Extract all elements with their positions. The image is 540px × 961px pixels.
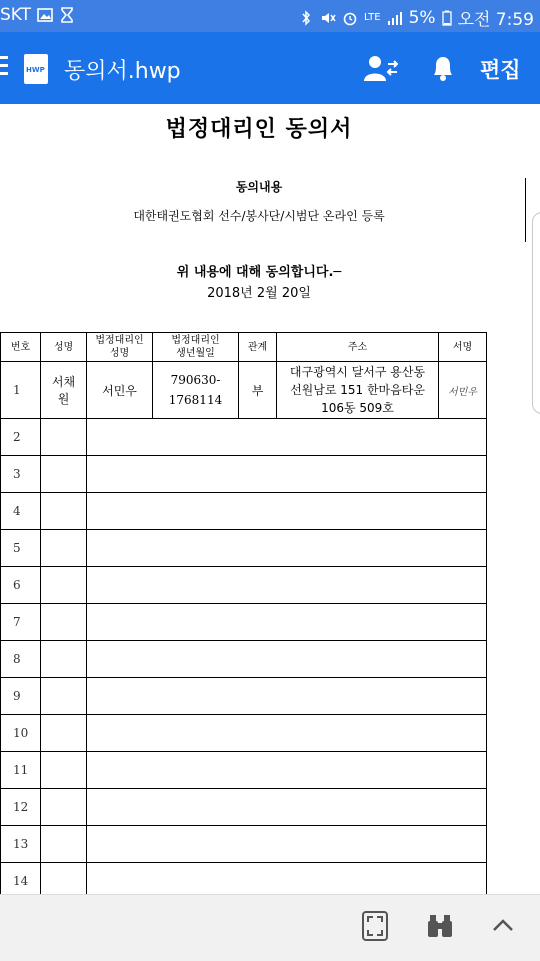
user-switch-icon[interactable]: [364, 54, 398, 82]
empty-cell: [41, 641, 87, 678]
network-label: LTE: [363, 12, 381, 23]
table-row: [1, 826, 487, 863]
bluetooth-icon: [298, 10, 314, 26]
document-title: 법정대리인 동의서: [165, 117, 353, 142]
rep-birthdate: 790630- 1768114: [153, 362, 239, 419]
side-handle[interactable]: [532, 212, 540, 414]
empty-cell: [87, 826, 487, 863]
table-row: [1, 715, 487, 752]
carrier-label: SKT: [0, 5, 32, 25]
header-number: 번호: [1, 333, 41, 362]
empty-cell: [41, 863, 87, 895]
table-row: [1, 641, 487, 678]
file-type-tag: HWP: [26, 66, 45, 74]
hwp-file-icon: [24, 54, 48, 84]
table-row: [1, 419, 487, 456]
table-row: [1, 789, 487, 826]
empty-cell: [87, 530, 487, 567]
row-number: 8: [1, 641, 41, 678]
page-divider: [525, 178, 526, 242]
empty-cell: [87, 456, 487, 493]
consent-body: 대한태권도협회 선수/봉사단/시범단 온라인 등록: [133, 209, 385, 223]
row-number: 1: [1, 362, 41, 419]
address: 대구광역시 달서구 용산동 선원남로 151 한마음타운 106동 509호: [277, 362, 439, 419]
signal-icon: [387, 10, 403, 26]
header-rep-name: 법정대리인 성명: [87, 333, 153, 362]
row-number: 10: [1, 715, 41, 752]
table-row: [1, 493, 487, 530]
menu-icon[interactable]: [0, 56, 8, 78]
header-relation: 관계: [239, 333, 277, 362]
battery-icon: [442, 10, 452, 26]
header-address: 주소: [277, 333, 439, 362]
bell-icon[interactable]: [430, 54, 456, 82]
alarm-icon: [342, 10, 358, 26]
row-number: 3: [1, 456, 41, 493]
row-number: 13: [1, 826, 41, 863]
gallery-icon: [37, 7, 53, 23]
clock-label: 오전 7:59: [457, 10, 534, 30]
battery-label: 5%: [408, 7, 436, 28]
empty-cell: [87, 715, 487, 752]
rep-name: 서민우: [87, 362, 153, 419]
table-row: [1, 456, 487, 493]
row-number: 14: [1, 863, 41, 895]
empty-cell: [41, 715, 87, 752]
date-line: 2018년 2월 20일: [207, 286, 311, 301]
chevron-up-icon[interactable]: [490, 915, 516, 935]
status-bar: [0, 0, 540, 32]
empty-rows: [1, 419, 487, 895]
table-row: [1, 567, 487, 604]
empty-cell: [41, 567, 87, 604]
empty-cell: [87, 493, 487, 530]
empty-cell: [87, 863, 487, 895]
row-number: 12: [1, 789, 41, 826]
empty-cell: [87, 789, 487, 826]
table-header-row: [1, 333, 487, 362]
fullscreen-icon[interactable]: [362, 911, 388, 941]
row-number: 5: [1, 530, 41, 567]
empty-cell: [41, 826, 87, 863]
header-signature: 서명: [439, 333, 487, 362]
bottom-toolbar: [0, 894, 540, 961]
app-bar: [0, 32, 540, 104]
status-left: [0, 5, 75, 25]
agreement-statement: 위 내용에 대해 동의합니다.─: [176, 265, 342, 280]
table-row: [1, 604, 487, 641]
relation: 부: [239, 362, 277, 419]
empty-cell: [87, 678, 487, 715]
binoculars-icon[interactable]: [426, 913, 454, 939]
row-number: 11: [1, 752, 41, 789]
file-title: 동의서.hwp: [64, 59, 181, 84]
signature: 서민우: [439, 362, 487, 419]
table-row: [1, 678, 487, 715]
edit-button[interactable]: 편집: [480, 58, 521, 82]
mute-icon: [320, 10, 336, 26]
header-name: 성명: [41, 333, 87, 362]
empty-cell: [41, 456, 87, 493]
status-right: [298, 5, 534, 30]
table-row: [1, 863, 487, 895]
empty-cell: [41, 530, 87, 567]
empty-cell: [87, 567, 487, 604]
hourglass-icon: [59, 7, 75, 23]
empty-cell: [41, 419, 87, 456]
row-number: 6: [1, 567, 41, 604]
row-number: 2: [1, 419, 41, 456]
row-number: 9: [1, 678, 41, 715]
document-viewer[interactable]: [0, 104, 540, 894]
athlete-name: 서채 원: [41, 362, 87, 419]
header-birthdate: 법정대리인 생년월일: [153, 333, 239, 362]
empty-cell: [41, 752, 87, 789]
empty-cell: [87, 752, 487, 789]
empty-cell: [87, 419, 487, 456]
empty-cell: [87, 641, 487, 678]
empty-cell: [41, 493, 87, 530]
empty-cell: [41, 678, 87, 715]
row-number: 4: [1, 493, 41, 530]
consent-heading: 동의내용: [235, 180, 283, 194]
row-number: 7: [1, 604, 41, 641]
guardian-table: [0, 332, 487, 894]
empty-cell: [41, 789, 87, 826]
table-row: [1, 362, 487, 419]
table-row: [1, 530, 487, 567]
table-row: [1, 752, 487, 789]
empty-cell: [87, 604, 487, 641]
empty-cell: [41, 604, 87, 641]
